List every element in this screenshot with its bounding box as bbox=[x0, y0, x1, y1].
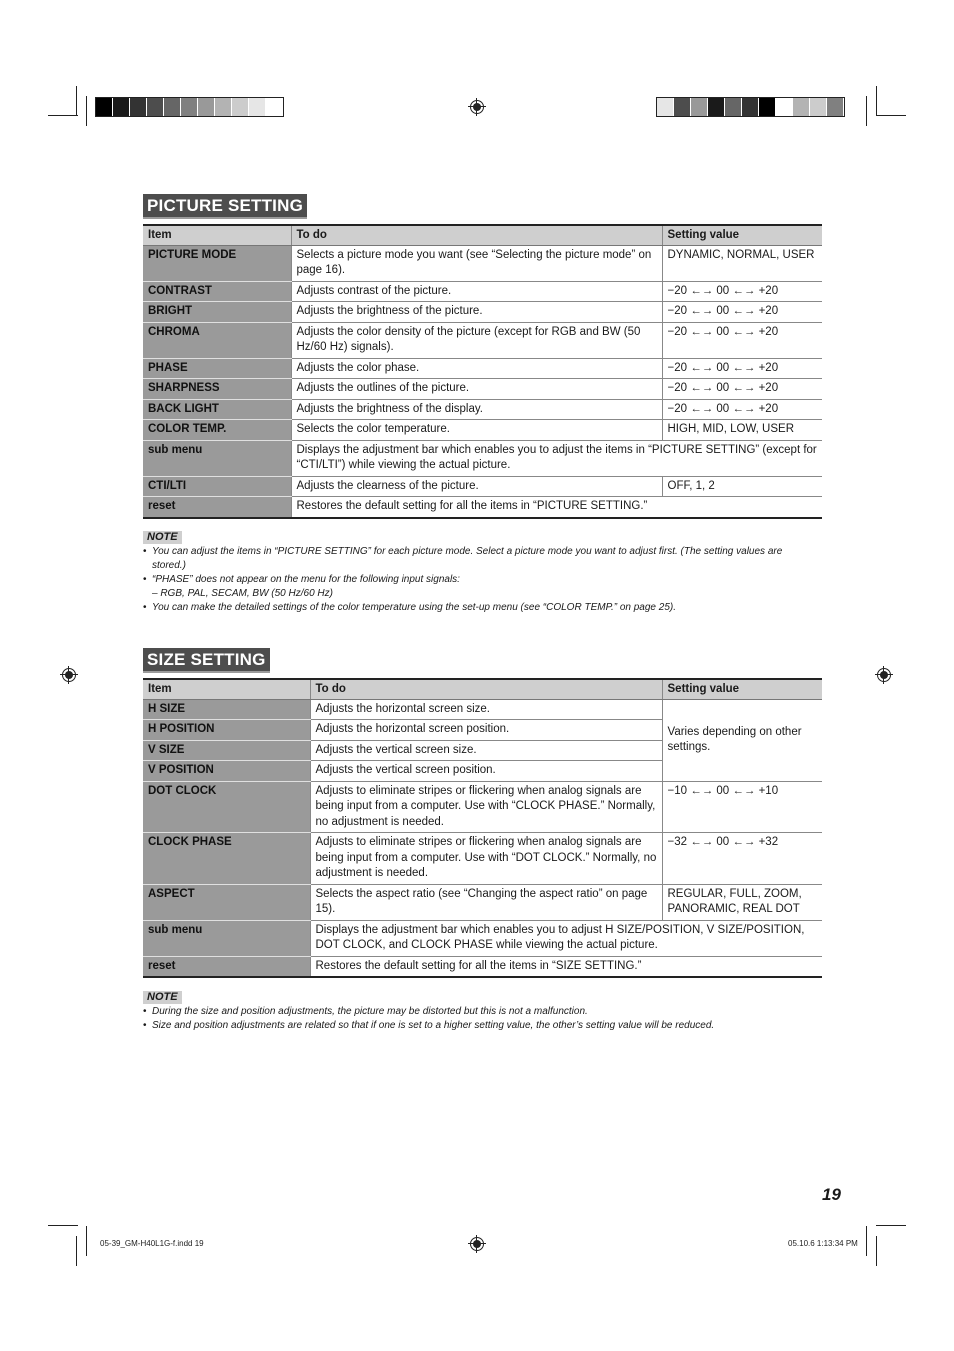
color-swatch bbox=[249, 98, 266, 116]
item-description: Displays the adjustment bar which enables you to adjust the items in “PICTURE SETTING” (except for “CTI/LTI”) while viewing the actual picture. bbox=[291, 440, 822, 476]
color-swatch bbox=[793, 98, 810, 116]
registration-mark-icon bbox=[877, 668, 891, 682]
item-description: Adjusts to eliminate stripes or flickering when analog signals are being input from a computer. Use with “CLOCK PHASE.” Normally, no adjustment is needed. bbox=[310, 781, 662, 833]
table-header-row bbox=[143, 225, 822, 245]
size-setting-title: SIZE SETTING bbox=[143, 648, 270, 673]
table-row bbox=[143, 420, 822, 441]
color-swatch bbox=[96, 98, 113, 116]
slug-timestamp: 05.10.6 1:13:34 PM bbox=[788, 1239, 858, 1248]
item-name: PICTURE MODE bbox=[143, 245, 291, 281]
table-row bbox=[143, 781, 822, 833]
crop-mark bbox=[876, 115, 906, 116]
item-name: BACK LIGHT bbox=[143, 399, 291, 420]
note-label: NOTE bbox=[143, 991, 182, 1004]
crop-mark bbox=[876, 86, 877, 116]
crop-mark bbox=[866, 1226, 867, 1256]
registration-mark-icon bbox=[62, 668, 76, 682]
table-row bbox=[143, 920, 822, 956]
setting-value: OFF, 1, 2 bbox=[662, 476, 822, 497]
color-swatch bbox=[215, 98, 232, 116]
item-description: Adjusts the horizontal screen position. bbox=[310, 720, 662, 741]
note-item: • You can adjust the items in “PICTURE SETTING” for each picture mode. Select a picture mode you want to adjust first. (The setting values are stored.) bbox=[143, 545, 813, 573]
picture-setting-notes bbox=[143, 545, 813, 615]
item-description: Adjusts the brightness of the display. bbox=[291, 399, 662, 420]
crop-mark bbox=[48, 1225, 78, 1226]
item-name: reset bbox=[143, 497, 291, 518]
note-item: • Size and position adjustments are related so that if one is set to a higher setting value, the other’s setting value will be reduced. bbox=[143, 1019, 813, 1033]
item-description: Selects a picture mode you want (see “Selecting the picture mode” on page 16). bbox=[291, 245, 662, 281]
item-description: Adjusts to eliminate stripes or flickering when analog signals are being input from a computer. Use with “DOT CLOCK.” Normally, no adjustment is needed. bbox=[310, 833, 662, 885]
item-name: CTI/LTI bbox=[143, 476, 291, 497]
color-swatch bbox=[147, 98, 164, 116]
item-description: Adjusts the vertical screen position. bbox=[310, 761, 662, 782]
item-name: sub menu bbox=[143, 440, 291, 476]
item-name: reset bbox=[143, 956, 310, 977]
note-item: • You can make the detailed settings of the color temperature using the set-up menu (see “COLOR TEMP.” on page 25). bbox=[143, 601, 813, 615]
crop-mark bbox=[86, 96, 87, 126]
color-swatch bbox=[232, 98, 249, 116]
crop-mark bbox=[76, 86, 77, 116]
setting-value: −32 ←→ 00 ←→ +32 bbox=[662, 833, 822, 885]
item-description: Adjusts contrast of the picture. bbox=[291, 281, 662, 302]
setting-value: REGULAR, FULL, ZOOM, PANORAMIC, REAL DOT bbox=[662, 884, 822, 920]
item-description: Adjusts the vertical screen size. bbox=[310, 740, 662, 761]
setting-value: −20 ←→ 00 ←→ +20 bbox=[662, 281, 822, 302]
item-name: CONTRAST bbox=[143, 281, 291, 302]
item-description: Adjusts the clearness of the picture. bbox=[291, 476, 662, 497]
item-description: Adjusts the color density of the picture (except for RGB and BW (50 Hz/60 Hz) signals). bbox=[291, 322, 662, 358]
table-row bbox=[143, 476, 822, 497]
column-header-todo: To do bbox=[310, 679, 662, 699]
color-swatch bbox=[742, 98, 759, 116]
color-swatch bbox=[759, 98, 776, 116]
note-subitem: – RGB, PAL, SECAM, BW (50 Hz/60 Hz) bbox=[152, 588, 333, 599]
table-row bbox=[143, 440, 822, 476]
table-row bbox=[143, 884, 822, 920]
color-swatch bbox=[266, 98, 283, 116]
item-name: sub menu bbox=[143, 920, 310, 956]
item-name: CLOCK PHASE bbox=[143, 833, 310, 885]
table-row bbox=[143, 379, 822, 400]
picture-setting-table bbox=[143, 224, 822, 519]
table-row bbox=[143, 302, 822, 323]
color-swatch bbox=[776, 98, 793, 116]
item-name: PHASE bbox=[143, 358, 291, 379]
crop-mark bbox=[876, 1225, 906, 1226]
crop-mark bbox=[86, 1226, 87, 1256]
table-row bbox=[143, 322, 822, 358]
table-row bbox=[143, 245, 822, 281]
color-swatch bbox=[130, 98, 147, 116]
setting-value: −20 ←→ 00 ←→ +20 bbox=[662, 302, 822, 323]
note-item: • During the size and position adjustments, the picture may be distorted but this is not a malfunction. bbox=[143, 1005, 813, 1019]
setting-value: −20 ←→ 00 ←→ +20 bbox=[662, 358, 822, 379]
setting-value: −20 ←→ 00 ←→ +20 bbox=[662, 379, 822, 400]
setting-value: −10 ←→ 00 ←→ +10 bbox=[662, 781, 822, 833]
crop-mark bbox=[76, 1236, 77, 1266]
item-name: DOT CLOCK bbox=[143, 781, 310, 833]
item-name: H SIZE bbox=[143, 699, 310, 720]
slug-filename: 05-39_GM-H40L1G-f.indd 19 bbox=[100, 1239, 204, 1248]
color-swatch bbox=[810, 98, 827, 116]
item-name: ASPECT bbox=[143, 884, 310, 920]
color-swatch bbox=[691, 98, 708, 116]
color-swatch bbox=[827, 98, 844, 116]
setting-value: −20 ←→ 00 ←→ +20 bbox=[662, 399, 822, 420]
size-setting-notes bbox=[143, 1005, 813, 1033]
item-name: CHROMA bbox=[143, 322, 291, 358]
item-description: Selects the color temperature. bbox=[291, 420, 662, 441]
item-description: Adjusts the horizontal screen size. bbox=[310, 699, 662, 720]
table-row bbox=[143, 399, 822, 420]
table-row bbox=[143, 358, 822, 379]
color-bar-right bbox=[656, 97, 845, 117]
picture-setting-title: PICTURE SETTING bbox=[143, 194, 307, 219]
color-swatch bbox=[725, 98, 742, 116]
page-number: 19 bbox=[822, 1185, 841, 1204]
color-swatch bbox=[181, 98, 198, 116]
table-row bbox=[143, 281, 822, 302]
item-description: Restores the default setting for all the items in “PICTURE SETTING.” bbox=[291, 497, 822, 518]
item-description: Restores the default setting for all the items in “SIZE SETTING.” bbox=[310, 956, 822, 977]
item-description: Adjusts the color phase. bbox=[291, 358, 662, 379]
table-row bbox=[143, 699, 822, 720]
item-description: Adjusts the brightness of the picture. bbox=[291, 302, 662, 323]
size-setting-table bbox=[143, 678, 822, 978]
item-name: H POSITION bbox=[143, 720, 310, 741]
table-header-row bbox=[143, 679, 822, 699]
setting-value: −20 ←→ 00 ←→ +20 bbox=[662, 322, 822, 358]
crop-mark bbox=[876, 1236, 877, 1266]
setting-value: HIGH, MID, LOW, USER bbox=[662, 420, 822, 441]
color-swatch bbox=[198, 98, 215, 116]
color-swatch bbox=[657, 98, 674, 116]
item-description: Displays the adjustment bar which enables you to adjust H SIZE/POSITION, V SIZE/POSITION, DOT CLOCK, and CLOCK PHASE while viewing the actual picture. bbox=[310, 920, 822, 956]
color-swatch bbox=[708, 98, 725, 116]
item-name: V POSITION bbox=[143, 761, 310, 782]
item-name: BRIGHT bbox=[143, 302, 291, 323]
color-swatch bbox=[674, 98, 691, 116]
registration-mark-icon bbox=[470, 100, 484, 114]
table-row bbox=[143, 833, 822, 885]
table-row bbox=[143, 497, 822, 518]
item-description: Adjusts the outlines of the picture. bbox=[291, 379, 662, 400]
color-swatch bbox=[113, 98, 130, 116]
registration-mark-icon bbox=[470, 1237, 484, 1251]
item-name: COLOR TEMP. bbox=[143, 420, 291, 441]
crop-mark bbox=[48, 115, 78, 116]
item-name: V SIZE bbox=[143, 740, 310, 761]
column-header-item: Item bbox=[143, 225, 291, 245]
note-label: NOTE bbox=[143, 531, 182, 544]
color-swatch bbox=[164, 98, 181, 116]
column-header-item: Item bbox=[143, 679, 310, 699]
crop-mark bbox=[866, 96, 867, 126]
note-item: • “PHASE” does not appear on the menu for the following input signals: bbox=[143, 573, 813, 587]
setting-value: Varies depending on other settings. bbox=[662, 699, 822, 781]
item-description: Selects the aspect ratio (see “Changing the aspect ratio” on page 15). bbox=[310, 884, 662, 920]
column-header-todo: To do bbox=[291, 225, 662, 245]
table-row bbox=[143, 956, 822, 977]
item-name: SHARPNESS bbox=[143, 379, 291, 400]
column-header-setting-value: Setting value bbox=[662, 225, 822, 245]
column-header-setting-value: Setting value bbox=[662, 679, 822, 699]
setting-value: DYNAMIC, NORMAL, USER bbox=[662, 245, 822, 281]
color-bar-left bbox=[95, 97, 284, 117]
